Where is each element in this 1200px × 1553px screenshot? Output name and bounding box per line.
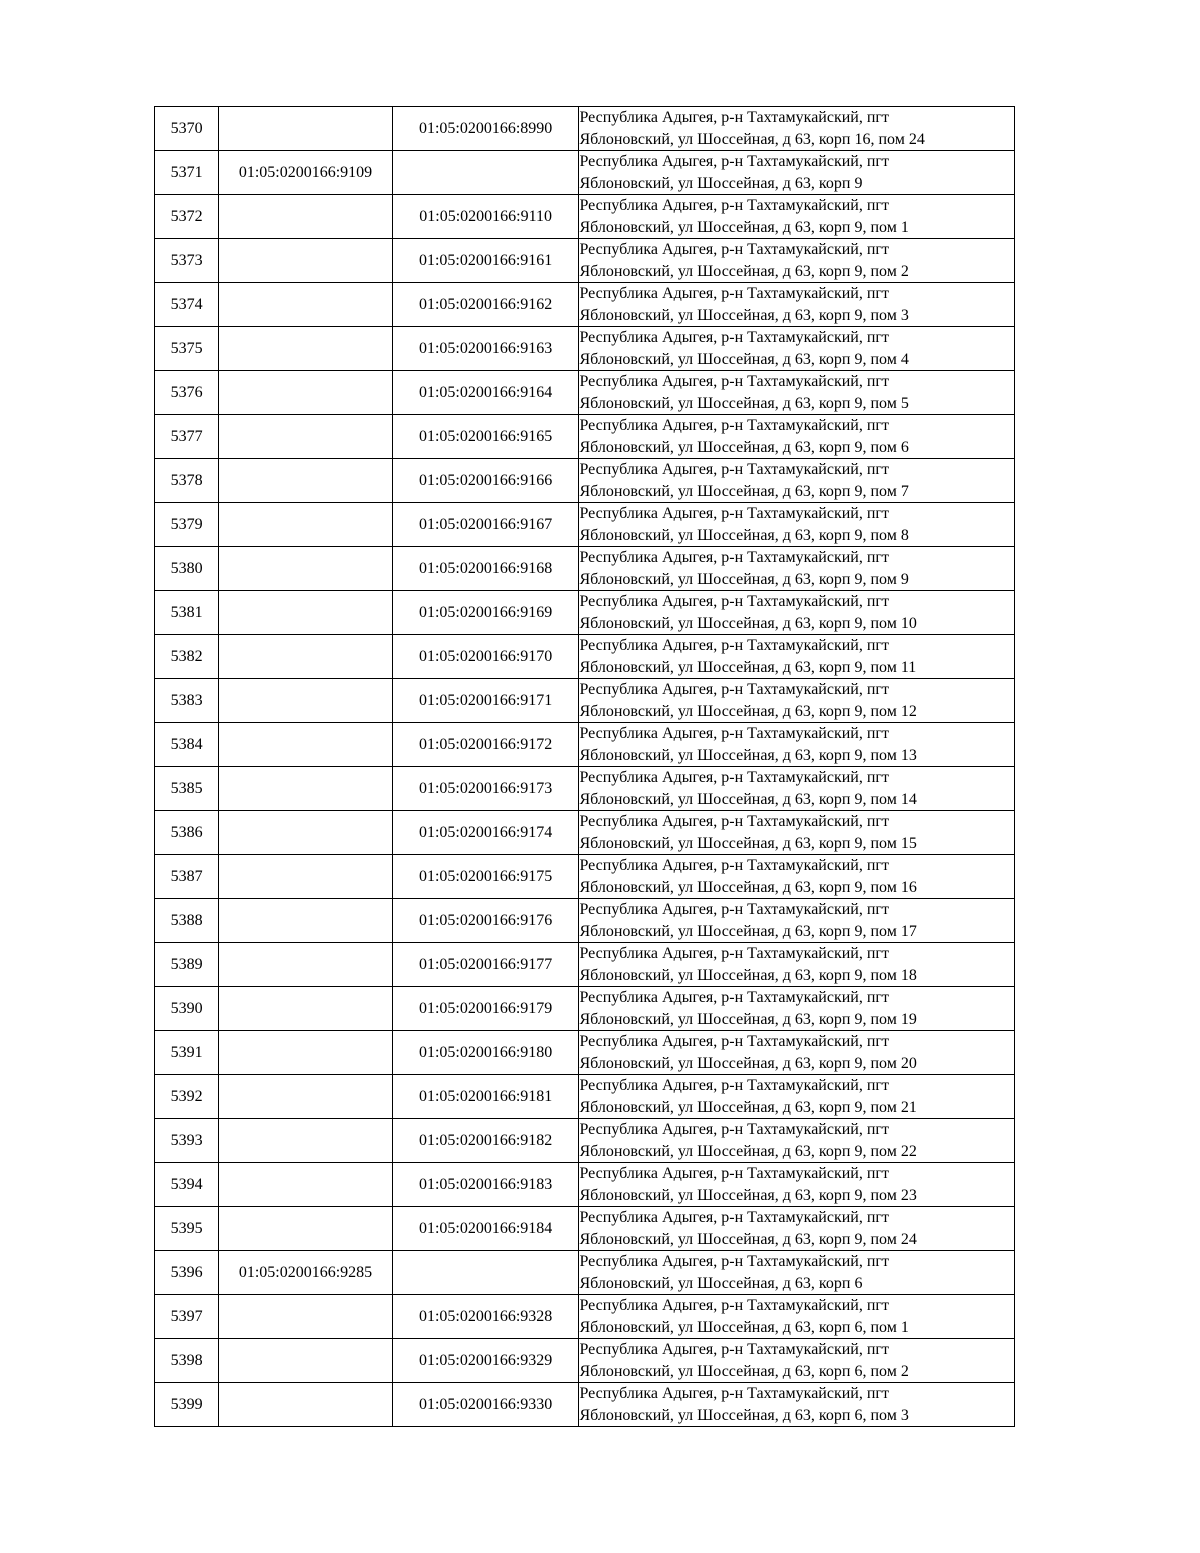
address-cell [579, 459, 1015, 503]
address-line: Яблоновский, ул Шоссейная, д 63, корп 9, пом 9 [579, 570, 909, 588]
row-number-cell: 5383 [155, 679, 219, 723]
address-line: Республика Адыгея, р-н Тахтамукайский, пгт [579, 109, 889, 126]
address-line: Яблоновский, ул Шоссейная, д 63, корп 9, пом 4 [579, 350, 909, 368]
address-line: Яблоновский, ул Шоссейная, д 63, корп 9, пом 13 [579, 746, 917, 764]
row-number-cell: 5387 [155, 855, 219, 899]
room-cadastral-number-cell [392, 151, 579, 195]
row-number-cell: 5382 [155, 635, 219, 679]
address-line: Республика Адыгея, р-н Тахтамукайский, пгт [579, 1077, 889, 1094]
table-row [155, 107, 1015, 151]
room-cadastral-number-cell: 01:05:0200166:9328 [392, 1295, 579, 1339]
building-cadastral-number-cell [219, 107, 393, 151]
address-line: Республика Адыгея, р-н Тахтамукайский, пгт [579, 241, 889, 258]
building-cadastral-number-cell [219, 1163, 393, 1207]
room-cadastral-number-cell: 01:05:0200166:9176 [392, 899, 579, 943]
address-cell [579, 1295, 1015, 1339]
address-line: Республика Адыгея, р-н Тахтамукайский, пгт [579, 373, 889, 390]
row-number-cell: 5396 [155, 1251, 219, 1295]
address-line: Яблоновский, ул Шоссейная, д 63, корп 6, пом 1 [579, 1318, 909, 1336]
address-line: Яблоновский, ул Шоссейная, д 63, корп 9, пом 21 [579, 1098, 917, 1116]
address-line: Яблоновский, ул Шоссейная, д 63, корп 9, пом 8 [579, 526, 909, 544]
room-cadastral-number-cell: 01:05:0200166:9162 [392, 283, 579, 327]
row-number-cell: 5375 [155, 327, 219, 371]
building-cadastral-number-cell [219, 503, 393, 547]
row-number-cell: 5380 [155, 547, 219, 591]
address-line: Яблоновский, ул Шоссейная, д 63, корп 6, пом 3 [579, 1406, 909, 1424]
table-row [155, 151, 1015, 195]
address-cell [579, 1075, 1015, 1119]
address-line: Яблоновский, ул Шоссейная, д 63, корп 9, пом 10 [579, 614, 917, 632]
table-row [155, 767, 1015, 811]
table-row [155, 591, 1015, 635]
row-number-cell: 5391 [155, 1031, 219, 1075]
row-number-cell: 5376 [155, 371, 219, 415]
address-line: Яблоновский, ул Шоссейная, д 63, корп 9, пом 18 [579, 966, 917, 984]
address-line: Республика Адыгея, р-н Тахтамукайский, пгт [579, 1385, 889, 1402]
room-cadastral-number-cell: 01:05:0200166:9183 [392, 1163, 579, 1207]
table-row [155, 415, 1015, 459]
address-line: Республика Адыгея, р-н Тахтамукайский, пгт [579, 329, 889, 346]
table-row [155, 195, 1015, 239]
room-cadastral-number-cell: 01:05:0200166:9180 [392, 1031, 579, 1075]
building-cadastral-number-cell [219, 547, 393, 591]
address-cell [579, 283, 1015, 327]
building-cadastral-number-cell [219, 591, 393, 635]
room-cadastral-number-cell: 01:05:0200166:9165 [392, 415, 579, 459]
row-number-cell: 5388 [155, 899, 219, 943]
address-cell [579, 107, 1015, 151]
room-cadastral-number-cell: 01:05:0200166:8990 [392, 107, 579, 151]
table-row [155, 635, 1015, 679]
address-line: Яблоновский, ул Шоссейная, д 63, корп 9, пом 14 [579, 790, 917, 808]
building-cadastral-number-cell [219, 1295, 393, 1339]
address-line: Республика Адыгея, р-н Тахтамукайский, пгт [579, 989, 889, 1006]
address-line: Яблоновский, ул Шоссейная, д 63, корп 9, пом 22 [579, 1142, 917, 1160]
address-cell [579, 1163, 1015, 1207]
room-cadastral-number-cell: 01:05:0200166:9184 [392, 1207, 579, 1251]
row-number-cell: 5399 [155, 1383, 219, 1427]
row-number-cell: 5374 [155, 283, 219, 327]
building-cadastral-number-cell: 01:05:0200166:9109 [219, 151, 393, 195]
table-row [155, 943, 1015, 987]
building-cadastral-number-cell [219, 415, 393, 459]
address-cell [579, 1031, 1015, 1075]
row-number-cell: 5371 [155, 151, 219, 195]
address-cell [579, 679, 1015, 723]
address-line: Республика Адыгея, р-н Тахтамукайский, пгт [579, 1253, 889, 1270]
row-number-cell: 5372 [155, 195, 219, 239]
address-cell [579, 1339, 1015, 1383]
address-line: Республика Адыгея, р-н Тахтамукайский, пгт [579, 285, 889, 302]
room-cadastral-number-cell: 01:05:0200166:9170 [392, 635, 579, 679]
table-row [155, 1075, 1015, 1119]
building-cadastral-number-cell [219, 679, 393, 723]
building-cadastral-number-cell [219, 1075, 393, 1119]
address-cell [579, 327, 1015, 371]
table-row [155, 1251, 1015, 1295]
address-line: Республика Адыгея, р-н Тахтамукайский, пгт [579, 1341, 889, 1358]
room-cadastral-number-cell: 01:05:0200166:9172 [392, 723, 579, 767]
row-number-cell: 5390 [155, 987, 219, 1031]
building-cadastral-number-cell [219, 1383, 393, 1427]
address-cell [579, 503, 1015, 547]
row-number-cell: 5398 [155, 1339, 219, 1383]
row-number-cell: 5384 [155, 723, 219, 767]
table-row [155, 1163, 1015, 1207]
address-cell [579, 547, 1015, 591]
room-cadastral-number-cell: 01:05:0200166:9164 [392, 371, 579, 415]
address-line: Республика Адыгея, р-н Тахтамукайский, пгт [579, 1165, 889, 1182]
room-cadastral-number-cell: 01:05:0200166:9175 [392, 855, 579, 899]
address-cell [579, 415, 1015, 459]
address-line: Республика Адыгея, р-н Тахтамукайский, пгт [579, 637, 889, 654]
address-line: Яблоновский, ул Шоссейная, д 63, корп 9, пом 19 [579, 1010, 917, 1028]
room-cadastral-number-cell: 01:05:0200166:9173 [392, 767, 579, 811]
room-cadastral-number-cell: 01:05:0200166:9163 [392, 327, 579, 371]
address-line: Республика Адыгея, р-н Тахтамукайский, пгт [579, 769, 889, 786]
table-row [155, 1339, 1015, 1383]
room-cadastral-number-cell: 01:05:0200166:9329 [392, 1339, 579, 1383]
address-cell [579, 767, 1015, 811]
address-line: Республика Адыгея, р-н Тахтамукайский, пгт [579, 153, 889, 170]
building-cadastral-number-cell [219, 1031, 393, 1075]
table-row [155, 855, 1015, 899]
address-line: Яблоновский, ул Шоссейная, д 63, корп 9, пом 7 [579, 482, 909, 500]
document-page [154, 106, 1015, 1427]
address-cell [579, 635, 1015, 679]
room-cadastral-number-cell: 01:05:0200166:9167 [392, 503, 579, 547]
room-cadastral-number-cell: 01:05:0200166:9174 [392, 811, 579, 855]
table-row [155, 1207, 1015, 1251]
row-number-cell: 5389 [155, 943, 219, 987]
address-line: Яблоновский, ул Шоссейная, д 63, корп 9, пом 15 [579, 834, 917, 852]
room-cadastral-number-cell: 01:05:0200166:9168 [392, 547, 579, 591]
room-cadastral-number-cell [392, 1251, 579, 1295]
building-cadastral-number-cell [219, 283, 393, 327]
building-cadastral-number-cell [219, 767, 393, 811]
building-cadastral-number-cell [219, 1119, 393, 1163]
address-cell [579, 1119, 1015, 1163]
room-cadastral-number-cell: 01:05:0200166:9330 [392, 1383, 579, 1427]
address-line: Республика Адыгея, р-н Тахтамукайский, пгт [579, 197, 889, 214]
room-cadastral-number-cell: 01:05:0200166:9171 [392, 679, 579, 723]
row-number-cell: 5385 [155, 767, 219, 811]
address-line: Республика Адыгея, р-н Тахтамукайский, пгт [579, 1209, 889, 1226]
address-cell [579, 239, 1015, 283]
address-cell [579, 723, 1015, 767]
table-row [155, 503, 1015, 547]
table-row [155, 1119, 1015, 1163]
address-cell [579, 151, 1015, 195]
address-line: Республика Адыгея, р-н Тахтамукайский, пгт [579, 813, 889, 830]
table-row [155, 1383, 1015, 1427]
address-cell [579, 591, 1015, 635]
address-line: Яблоновский, ул Шоссейная, д 63, корп 9, пом 5 [579, 394, 909, 412]
building-cadastral-number-cell [219, 899, 393, 943]
room-cadastral-number-cell: 01:05:0200166:9169 [392, 591, 579, 635]
address-line: Республика Адыгея, р-н Тахтамукайский, пгт [579, 417, 889, 434]
address-line: Яблоновский, ул Шоссейная, д 63, корп 9, пом 24 [579, 1230, 917, 1248]
address-line: Республика Адыгея, р-н Тахтамукайский, пгт [579, 461, 889, 478]
address-cell [579, 811, 1015, 855]
room-cadastral-number-cell: 01:05:0200166:9179 [392, 987, 579, 1031]
address-line: Республика Адыгея, р-н Тахтамукайский, пгт [579, 505, 889, 522]
building-cadastral-number-cell [219, 987, 393, 1031]
row-number-cell: 5377 [155, 415, 219, 459]
address-line: Республика Адыгея, р-н Тахтамукайский, пгт [579, 945, 889, 962]
address-cell [579, 899, 1015, 943]
building-cadastral-number-cell [219, 855, 393, 899]
address-cell [579, 943, 1015, 987]
address-cell [579, 1207, 1015, 1251]
table-row [155, 679, 1015, 723]
address-line: Республика Адыгея, р-н Тахтамукайский, пгт [579, 1121, 889, 1138]
room-cadastral-number-cell: 01:05:0200166:9166 [392, 459, 579, 503]
address-line: Яблоновский, ул Шоссейная, д 63, корп 9, пом 11 [579, 658, 917, 676]
building-cadastral-number-cell: 01:05:0200166:9285 [219, 1251, 393, 1295]
address-line: Республика Адыгея, р-н Тахтамукайский, пгт [579, 593, 889, 610]
row-number-cell: 5392 [155, 1075, 219, 1119]
address-line: Яблоновский, ул Шоссейная, д 63, корп 9, пом 16 [579, 878, 917, 896]
building-cadastral-number-cell [219, 943, 393, 987]
row-number-cell: 5379 [155, 503, 219, 547]
address-line: Яблоновский, ул Шоссейная, д 63, корп 6 [579, 1274, 863, 1292]
address-line: Республика Адыгея, р-н Тахтамукайский, пгт [579, 857, 889, 874]
address-line: Яблоновский, ул Шоссейная, д 63, корп 9, пом 17 [579, 922, 917, 940]
table-row [155, 239, 1015, 283]
building-cadastral-number-cell [219, 195, 393, 239]
address-cell [579, 855, 1015, 899]
address-line: Республика Адыгея, р-н Тахтамукайский, пгт [579, 549, 889, 566]
address-cell [579, 195, 1015, 239]
address-line: Яблоновский, ул Шоссейная, д 63, корп 9, пом 6 [579, 438, 909, 456]
row-number-cell: 5386 [155, 811, 219, 855]
table-row [155, 899, 1015, 943]
row-number-cell: 5378 [155, 459, 219, 503]
address-line: Яблоновский, ул Шоссейная, д 63, корп 16, пом 24 [579, 130, 925, 148]
building-cadastral-number-cell [219, 811, 393, 855]
cadastral-table [154, 106, 1015, 1427]
table-row [155, 547, 1015, 591]
table-body [155, 107, 1015, 1427]
row-number-cell: 5395 [155, 1207, 219, 1251]
address-line: Республика Адыгея, р-н Тахтамукайский, пгт [579, 901, 889, 918]
address-cell [579, 987, 1015, 1031]
row-number-cell: 5397 [155, 1295, 219, 1339]
address-line: Республика Адыгея, р-н Тахтамукайский, пгт [579, 681, 889, 698]
building-cadastral-number-cell [219, 371, 393, 415]
address-line: Республика Адыгея, р-н Тахтамукайский, пгт [579, 725, 889, 742]
building-cadastral-number-cell [219, 239, 393, 283]
table-row [155, 371, 1015, 415]
table-row [155, 811, 1015, 855]
building-cadastral-number-cell [219, 459, 393, 503]
building-cadastral-number-cell [219, 723, 393, 767]
table-row [155, 1295, 1015, 1339]
table-row [155, 723, 1015, 767]
building-cadastral-number-cell [219, 1339, 393, 1383]
building-cadastral-number-cell [219, 635, 393, 679]
building-cadastral-number-cell [219, 327, 393, 371]
address-line: Яблоновский, ул Шоссейная, д 63, корп 9, пом 20 [579, 1054, 917, 1072]
address-line: Яблоновский, ул Шоссейная, д 63, корп 9, пом 12 [579, 702, 917, 720]
address-line: Яблоновский, ул Шоссейная, д 63, корп 9, пом 23 [579, 1186, 917, 1204]
address-line: Яблоновский, ул Шоссейная, д 63, корп 9, пом 2 [579, 262, 909, 280]
row-number-cell: 5394 [155, 1163, 219, 1207]
address-line: Яблоновский, ул Шоссейная, д 63, корп 9, пом 3 [579, 306, 909, 324]
table-row [155, 283, 1015, 327]
table-row [155, 459, 1015, 503]
table-row [155, 1031, 1015, 1075]
address-line: Яблоновский, ул Шоссейная, д 63, корп 6, пом 2 [579, 1362, 909, 1380]
address-cell [579, 1383, 1015, 1427]
table-row [155, 987, 1015, 1031]
table-row [155, 327, 1015, 371]
room-cadastral-number-cell: 01:05:0200166:9110 [392, 195, 579, 239]
address-cell [579, 1251, 1015, 1295]
room-cadastral-number-cell: 01:05:0200166:9181 [392, 1075, 579, 1119]
address-line: Республика Адыгея, р-н Тахтамукайский, пгт [579, 1297, 889, 1314]
row-number-cell: 5381 [155, 591, 219, 635]
room-cadastral-number-cell: 01:05:0200166:9177 [392, 943, 579, 987]
room-cadastral-number-cell: 01:05:0200166:9182 [392, 1119, 579, 1163]
address-cell [579, 371, 1015, 415]
address-line: Яблоновский, ул Шоссейная, д 63, корп 9 [579, 174, 863, 192]
address-line: Яблоновский, ул Шоссейная, д 63, корп 9, пом 1 [579, 218, 909, 236]
building-cadastral-number-cell [219, 1207, 393, 1251]
room-cadastral-number-cell: 01:05:0200166:9161 [392, 239, 579, 283]
row-number-cell: 5393 [155, 1119, 219, 1163]
row-number-cell: 5370 [155, 107, 219, 151]
row-number-cell: 5373 [155, 239, 219, 283]
address-line: Республика Адыгея, р-н Тахтамукайский, пгт [579, 1033, 889, 1050]
